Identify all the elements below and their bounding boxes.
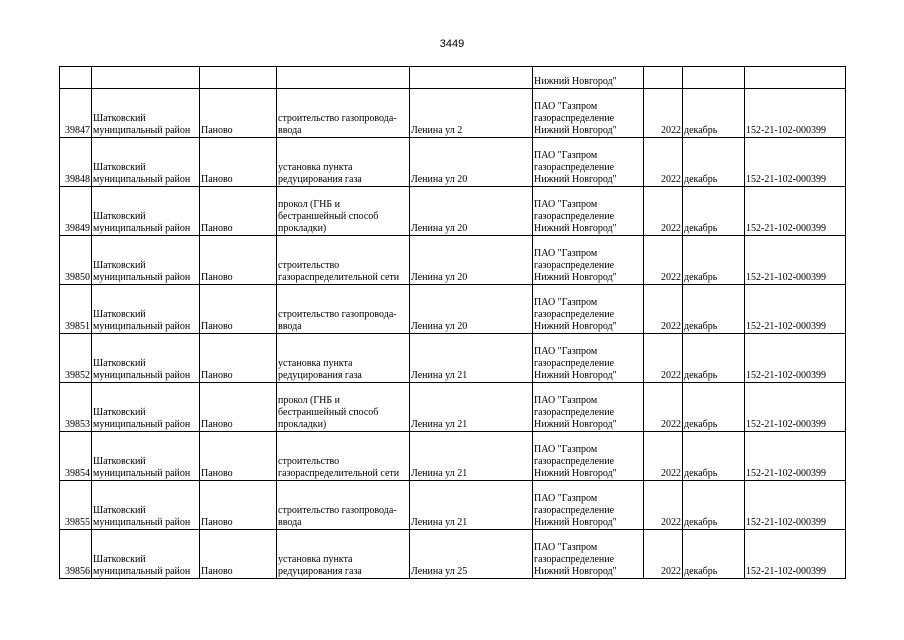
table-row (60, 89, 846, 138)
cell-program-code: 152-21-102-000399 (745, 187, 846, 236)
cell-address: Ленина ул 21 (410, 432, 533, 481)
table-row (60, 236, 846, 285)
cell-organization: ПАО "Газпром газораспределение Нижний Новгород" (533, 383, 644, 432)
cell-district (92, 67, 200, 89)
table-row (60, 334, 846, 383)
table-row (60, 187, 846, 236)
cell-address: Ленина ул 25 (410, 530, 533, 579)
cell-work-type: установка пункта редуцирования газа (277, 334, 410, 383)
cell-number: 39849 (60, 187, 92, 236)
cell-district: Шатковский муниципальный район (92, 432, 200, 481)
cell-year: 2022 (644, 236, 683, 285)
cell-work-type: строительство газораспределительной сети (277, 236, 410, 285)
cell-year: 2022 (644, 285, 683, 334)
cell-number: 39852 (60, 334, 92, 383)
cell-program-code: 152-21-102-000399 (745, 285, 846, 334)
cell-program-code: 152-21-102-000399 (745, 530, 846, 579)
cell-settlement: Паново (200, 334, 277, 383)
cell-address: Ленина ул 20 (410, 138, 533, 187)
table-row (60, 530, 846, 579)
cell-month: декабрь (683, 334, 745, 383)
cell-month: декабрь (683, 383, 745, 432)
cell-address: Ленина ул 21 (410, 334, 533, 383)
cell-district: Шатковский муниципальный район (92, 285, 200, 334)
cell-year: 2022 (644, 187, 683, 236)
cell-month: декабрь (683, 89, 745, 138)
cell-number: 39855 (60, 481, 92, 530)
cell-month: декабрь (683, 432, 745, 481)
cell-year: 2022 (644, 89, 683, 138)
cell-organization: ПАО "Газпром газораспределение Нижний Новгород" (533, 285, 644, 334)
cell-district: Шатковский муниципальный район (92, 236, 200, 285)
page-number: 3449 (439, 38, 465, 50)
table-container (59, 66, 846, 579)
cell-program-code: 152-21-102-000399 (745, 383, 846, 432)
cell-settlement: Паново (200, 236, 277, 285)
cell-work-type: прокол (ГНБ и бестраншейный способ прокладки) (277, 383, 410, 432)
cell-program-code: 152-21-102-000399 (745, 89, 846, 138)
cell-district: Шатковский муниципальный район (92, 187, 200, 236)
cell-settlement: Паново (200, 285, 277, 334)
cell-organization: Нижний Новгород" (533, 67, 644, 89)
cell-work-type: установка пункта редуцирования газа (277, 138, 410, 187)
cell-settlement: Паново (200, 432, 277, 481)
cell-work-type: строительство газопровода- ввода (277, 285, 410, 334)
cell-program-code (745, 67, 846, 89)
cell-organization: ПАО "Газпром газораспределение Нижний Новгород" (533, 138, 644, 187)
table-row (60, 383, 846, 432)
cell-work-type (277, 67, 410, 89)
cell-organization: ПАО "Газпром газораспределение Нижний Новгород" (533, 432, 644, 481)
cell-number: 39848 (60, 138, 92, 187)
cell-year (644, 67, 683, 89)
cell-month: декабрь (683, 285, 745, 334)
cell-program-code: 152-21-102-000399 (745, 334, 846, 383)
cell-number: 39850 (60, 236, 92, 285)
cell-number: 39847 (60, 89, 92, 138)
cell-number: 39853 (60, 383, 92, 432)
data-table (59, 66, 846, 579)
cell-district: Шатковский муниципальный район (92, 530, 200, 579)
cell-settlement: Паново (200, 530, 277, 579)
cell-number: 39854 (60, 432, 92, 481)
table-row (60, 138, 846, 187)
cell-year: 2022 (644, 383, 683, 432)
cell-settlement: Паново (200, 383, 277, 432)
cell-work-type: установка пункта редуцирования газа (277, 530, 410, 579)
cell-program-code: 152-21-102-000399 (745, 481, 846, 530)
cell-month: декабрь (683, 530, 745, 579)
cell-district: Шатковский муниципальный район (92, 334, 200, 383)
cell-month: декабрь (683, 236, 745, 285)
cell-number: 39851 (60, 285, 92, 334)
cell-organization: ПАО "Газпром газораспределение Нижний Новгород" (533, 481, 644, 530)
cell-settlement: Паново (200, 187, 277, 236)
cell-month: декабрь (683, 481, 745, 530)
cell-organization: ПАО "Газпром газораспределение Нижний Новгород" (533, 187, 644, 236)
cell-year: 2022 (644, 334, 683, 383)
cell-organization: ПАО "Газпром газораспределение Нижний Новгород" (533, 530, 644, 579)
cell-number: 39856 (60, 530, 92, 579)
cell-district: Шатковский муниципальный район (92, 138, 200, 187)
cell-address: Ленина ул 2 (410, 89, 533, 138)
cell-settlement: Паново (200, 89, 277, 138)
table-body (60, 67, 846, 579)
cell-district: Шатковский муниципальный район (92, 481, 200, 530)
cell-address (410, 67, 533, 89)
table-row-continuation (60, 67, 846, 89)
cell-year: 2022 (644, 481, 683, 530)
cell-settlement: Паново (200, 138, 277, 187)
cell-organization: ПАО "Газпром газораспределение Нижний Новгород" (533, 236, 644, 285)
table-row (60, 481, 846, 530)
cell-district: Шатковский муниципальный район (92, 89, 200, 138)
cell-program-code: 152-21-102-000399 (745, 138, 846, 187)
cell-address: Ленина ул 21 (410, 481, 533, 530)
cell-organization: ПАО "Газпром газораспределение Нижний Новгород" (533, 89, 644, 138)
cell-month (683, 67, 745, 89)
cell-program-code: 152-21-102-000399 (745, 236, 846, 285)
cell-address: Ленина ул 20 (410, 236, 533, 285)
cell-month: декабрь (683, 138, 745, 187)
cell-work-type: строительство газопровода- ввода (277, 481, 410, 530)
table-row (60, 432, 846, 481)
cell-year: 2022 (644, 138, 683, 187)
cell-address: Ленина ул 20 (410, 187, 533, 236)
cell-work-type: прокол (ГНБ и бестраншейный способ прокладки) (277, 187, 410, 236)
cell-address: Ленина ул 21 (410, 383, 533, 432)
cell-number (60, 67, 92, 89)
cell-program-code: 152-21-102-000399 (745, 432, 846, 481)
cell-year: 2022 (644, 432, 683, 481)
cell-work-type: строительство газопровода- ввода (277, 89, 410, 138)
cell-year: 2022 (644, 530, 683, 579)
cell-address: Ленина ул 20 (410, 285, 533, 334)
cell-organization: ПАО "Газпром газораспределение Нижний Новгород" (533, 334, 644, 383)
cell-settlement: Паново (200, 481, 277, 530)
cell-district: Шатковский муниципальный район (92, 383, 200, 432)
table-row (60, 285, 846, 334)
cell-work-type: строительство газораспределительной сети (277, 432, 410, 481)
cell-month: декабрь (683, 187, 745, 236)
cell-settlement (200, 67, 277, 89)
